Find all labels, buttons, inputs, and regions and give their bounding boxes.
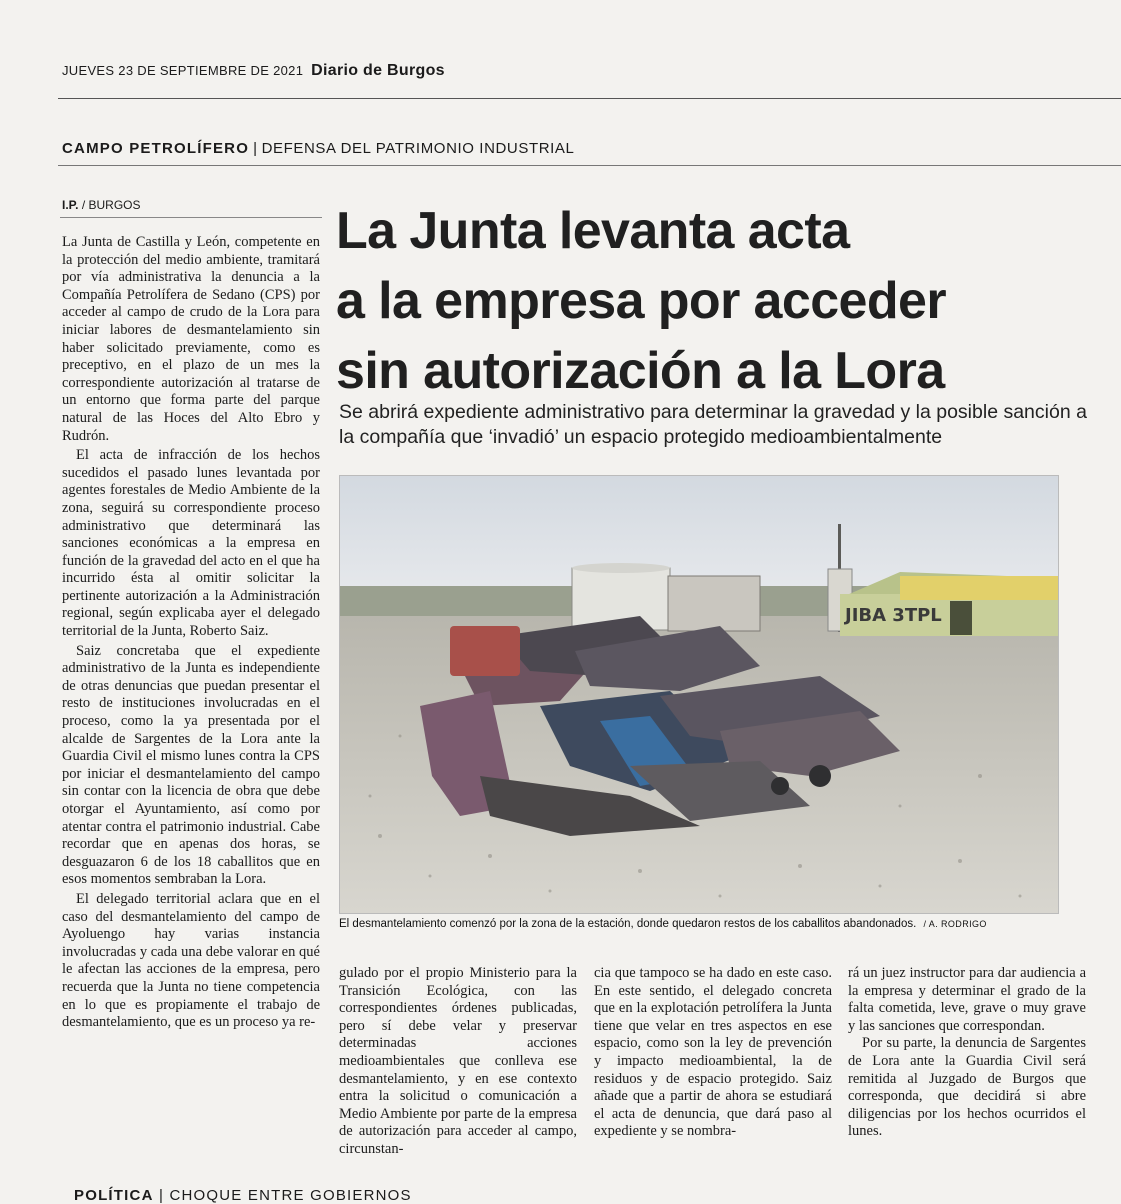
photo-credit: / A. RODRIGO: [923, 919, 987, 929]
next-section-topic: CHOQUE ENTRE GOBIERNOS: [169, 1187, 412, 1204]
folio-date: JUEVES 23 DE SEPTIEMBRE DE 2021: [62, 63, 304, 78]
next-section-header: [74, 1187, 412, 1204]
article-column-2: [339, 965, 577, 1159]
article-subhead: Se abrirá expediente administrativo para determinar la gravedad y la posible sanción a la compañía que ‘invadió’ un espacio protegido medioambientalmente: [339, 401, 1087, 448]
section-separator: |: [253, 140, 258, 157]
paragraph: cia que tampoco se ha dado en este caso. En este sentido, el delegado concreta que en la explotación petrolífera la Junta tiene que velar en tres aspectos en ese espacio, como son la ley de prevención y impacto medioambiental, la de residuos y de espacio protegido. Saiz añade que a partir de ahora se estudiará el acta de denuncia, que dará paso al expediente y se nombra-: [594, 965, 832, 1140]
paragraph: Por su parte, la denuncia de Sargentes de Lora ante la Guardia Civil será remitida al Juzgado de Burgos que corresponda, que decidirá si abre diligencias por los hechos ocurridos el lunes.: [848, 1035, 1086, 1140]
headline-line: La Junta levanta acta: [336, 202, 850, 260]
newspaper-name: Diario de Burgos: [311, 62, 445, 79]
paragraph: Saiz concretaba que el expediente administrativo de la Junta es independiente de otras denuncias que puedan presentar el resto de instituciones involucradas en el proceso, como la ya presentada por el alcalde de Sargentes de la Lora ante la Guardia Civil el mismo lunes contra la CPS por iniciar el desmantelamiento del campo sin contar con la licencia de obra que debe otorgar el Ayuntamiento, así como por atentar contra el patrimonio industrial. Cabe recordar que en apenas dos horas, se desguazaron 6 de los 18 caballitos que en esos momentos sembraban la Lora.: [62, 642, 320, 888]
paragraph: El delegado territorial aclara que en el caso del desmantelamiento del campo de Ayoluengo hay varias instancia involucradas y cada una debe valorar en qué le afectan las acciones de la empresa, pero recuerda que la Junta no tiene competencia en lo que es propiamente el trabajo de desmantelamiento, que es un proceso ya re-: [62, 890, 320, 1031]
byline-rule: [60, 217, 322, 218]
article-column-3: [594, 965, 832, 1141]
article-column-4: [848, 965, 1086, 1141]
byline-author: I.P.: [62, 198, 79, 212]
byline-location: BURGOS: [88, 198, 141, 212]
paragraph: El acta de infracción de los hechos sucedidos el pasado lunes levantada por agentes forestales de Medio Ambiente de la zona, seguirá su correspondiente proceso administrativo que determinará las sanciones económicas a la empresa en función de la gravedad del acto en el que ha incurrido ésta al omitir solicitar la pertinente autorización a la Administración regional, según explicaba ayer el delegado territorial de la Junta, Roberto Saiz.: [62, 447, 320, 640]
article-column-1: [62, 234, 320, 1034]
byline: [62, 198, 141, 212]
scrap-metal-photo: [340, 476, 1058, 913]
section-rule: [58, 165, 1121, 166]
graffiti-text: JIBA 3TPL: [845, 605, 942, 626]
article-photo: [339, 475, 1059, 914]
folio-rule: [58, 98, 1121, 99]
section-header: [62, 140, 1121, 157]
next-section-kicker: POLÍTICA: [74, 1187, 154, 1204]
paragraph: gulado por el propio Ministerio para la Transición Ecológica, con las correspondientes órdenes publicadas, pero sí debe velar y preservar determinadas acciones medioambientales que conlleva ese desmantelamiento, y en ese contexto entra la solicitud o comunicación a Medio Ambiente por parte de la empresa de autorización para acceder al campo, circunstan-: [339, 965, 577, 1157]
caption-text: El desmantelamiento comenzó por la zona de la estación, donde quedaron restos de los caballitos abandonados.: [339, 918, 917, 930]
article-headline: [336, 196, 1116, 406]
section-kicker: CAMPO PETROLÍFERO: [62, 140, 250, 157]
headline-line: sin autorización a la Lora: [336, 342, 945, 400]
page-folio: [62, 62, 1121, 80]
next-section-separator: |: [158, 1187, 165, 1204]
byline-separator: /: [81, 198, 86, 212]
headline-line: a la empresa por acceder: [336, 272, 946, 330]
paragraph: rá un juez instructor para dar audiencia a la empresa y determinar el grado de la falta cometida, leve, grave o muy grave y las sanciones que correspondan.: [848, 965, 1086, 1034]
paragraph: La Junta de Castilla y León, competente en la protección del medio ambiente, tramitará por vía administrativa la denuncia a la Compañía Petrolífera de Sedano (CPS) por acceder al campo de crudo de la Lora para iniciar labores de desmantelamiento sin haber solicitado previamente, como es preceptivo, en el plazo de un mes la correspondiente autorización al tratarse de un entorno que forma parte del parque natural de las Hoces del Alto Ebro y Rudrón.: [62, 234, 320, 444]
section-topic: DEFENSA DEL PATRIMONIO INDUSTRIAL: [261, 140, 575, 157]
photo-caption: [339, 918, 1099, 930]
